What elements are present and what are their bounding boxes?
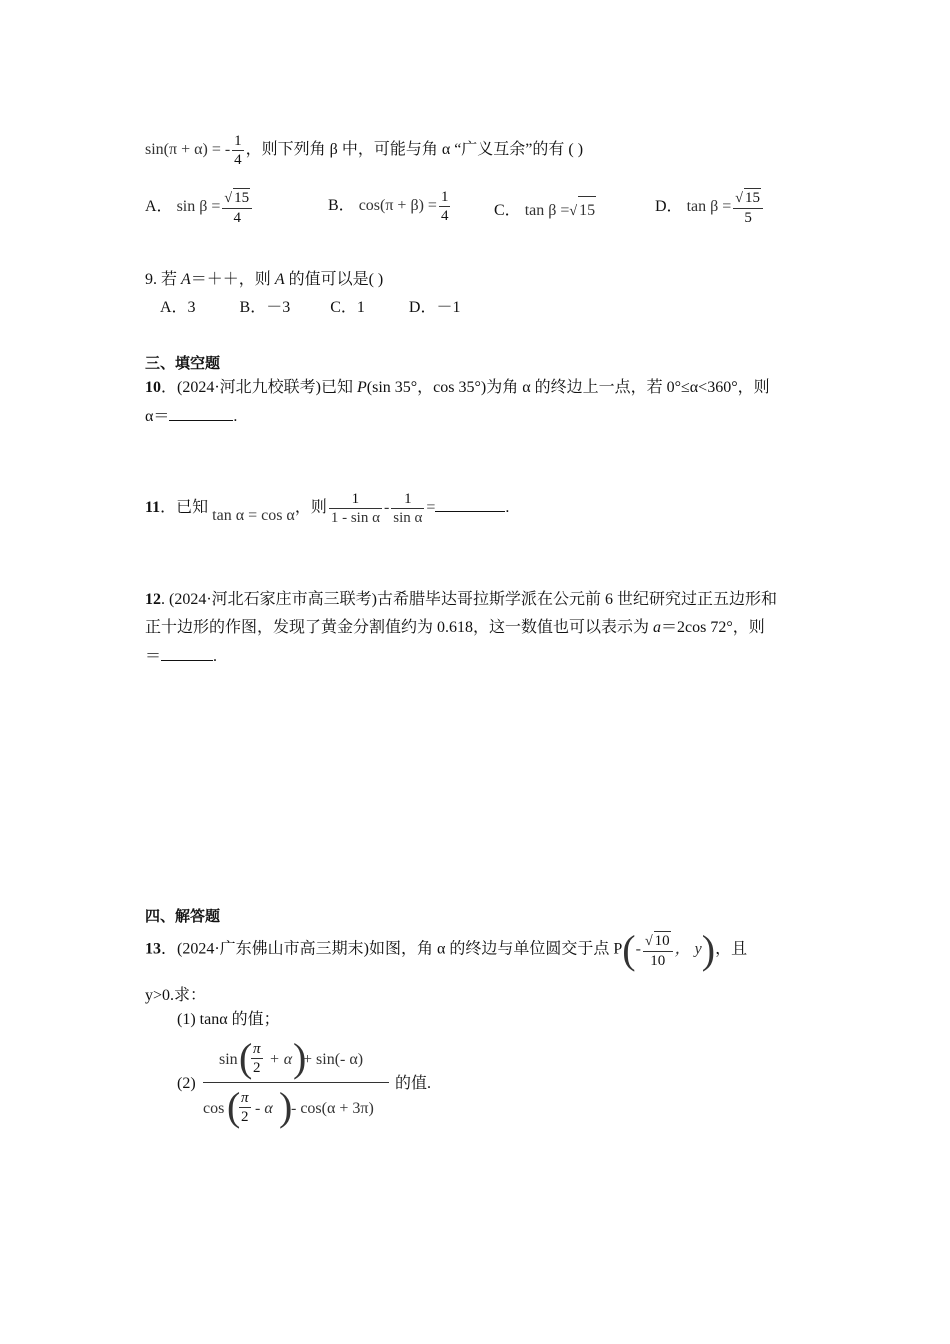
q11-answer-blank[interactable] — [435, 493, 505, 512]
q9-stem: 9. 若 A＝＋＋，则 A 的值可以是( ) — [145, 271, 384, 288]
q12-line3: ＝ . — [145, 642, 217, 671]
q10-line2: α＝ . — [145, 402, 237, 431]
q8-stem-fraction: $\frac{1}{4}$ — [234, 133, 242, 168]
document-page: sin(π + α) = - $\frac{1}{4}$ ，则下列角 β 中，可能与角 α “广义互余”的有 ( ) A． sin β = $\frac{√ 15}{4}$ B． cos(π + β) = $\frac{1}{4}$ C． tan β =√ 15 D． tan β = $\frac{√ 15}{5}$ 9. 若 A＝＋＋，则 A 的值可以是( ) A．3 B．－3 C．1 D．－1 三、填空题 10．(2024·河北九校联考)已知 P(sin 35°，cos 35°)为角 α 的终边上一点，若 0°≤α<360°，则 α＝ . 11．已知 tan α = cos α，则 $\frac{1}{\text{1 - sin α}}$ - $\frac{1}{\text{sin α}}$ = . 12. (2024·河北石家庄市高三联考)古希腊毕达哥拉斯学派在公元前 6 世纪研究过正五边形和 正十边形的作图，发现了黄金分割值约为 0.618，这一数值也可以表示为 a＝2cos 72°，则 ＝ . 四、解答题 13．(2024·广东佛山市高三期末)如图，角 α 的终边与单位圆交于点 P(- $\frac{√ 10}{10}$ ， y)，且 y>0.求： (1) tanα 的值； (2) sin ( $\frac{\pi}{2}$ + α ) + sin(- α) cos ( $\frac{\pi}{2}$ - α ) - cos(α + 3π) 的值. — [145, 133, 777, 1129]
q8-stem-math: sin(π + α) = - — [145, 141, 231, 159]
q8-option-b: B． cos(π + β) = $\frac{1}{4}$ — [328, 189, 449, 224]
q8-option-d: D． tan β = $\frac{√ 15}{5}$ — [655, 188, 765, 227]
q8-option-a: A． sin β = $\frac{√ 15}{4}$ — [145, 188, 254, 227]
q8-stem-text: ，则下列角 β 中，可能与角 α “广义互余”的有 ( ) — [245, 141, 584, 159]
q13-line2: y>0.求： — [145, 987, 207, 1004]
q8-option-c: C． tan β =√ 15 — [494, 196, 596, 226]
q13-part2-denominator: cos ( $\frac{\pi}{2}$ - α ) - cos(α + 3π) — [203, 1084, 374, 1129]
section-4-title: 四、解答题 — [145, 907, 221, 925]
section-3-title: 三、填空题 — [145, 354, 221, 372]
q10-answer-blank[interactable] — [169, 402, 233, 421]
q10-line1: 10．(2024·河北九校联考)已知 P(sin 35°，cos 35°)为角 α 的终边上一点，若 0°≤α<360°，则 — [145, 379, 770, 396]
q13-part1: (1) tanα 的值； — [177, 1011, 280, 1028]
q13-line1: 13．(2024·广东佛山市高三期末)如图，角 α 的终边与单位圆交于点 P(- $\frac{√ 10}{10}$ ， y)，且 — [145, 927, 748, 972]
q13-part2-numerator: sin ( $\frac{\pi}{2}$ + α ) + sin(- α) — [203, 1038, 389, 1083]
q12-line1: 12. (2024·河北石家庄市高三联考)古希腊毕达哥拉斯学派在公元前 6 世纪研究过正五边形和 — [145, 591, 777, 608]
q11-line: 11．已知 tan α = cos α，则 $\frac{1}{\text{1 - sin α}}$ - $\frac{1}{\text{sin α}}$ = . — [145, 491, 510, 526]
q8-stem — [145, 132, 583, 169]
q12-answer-blank[interactable] — [161, 642, 213, 661]
q12-line2: 正十边形的作图，发现了黄金分割值约为 0.618，这一数值也可以表示为 a＝2cos 72°，则 — [145, 619, 765, 636]
q13-part2-fraction — [203, 1035, 389, 1131]
q9-options: A．3 B．－3 C．1 D．－1 — [160, 299, 461, 316]
